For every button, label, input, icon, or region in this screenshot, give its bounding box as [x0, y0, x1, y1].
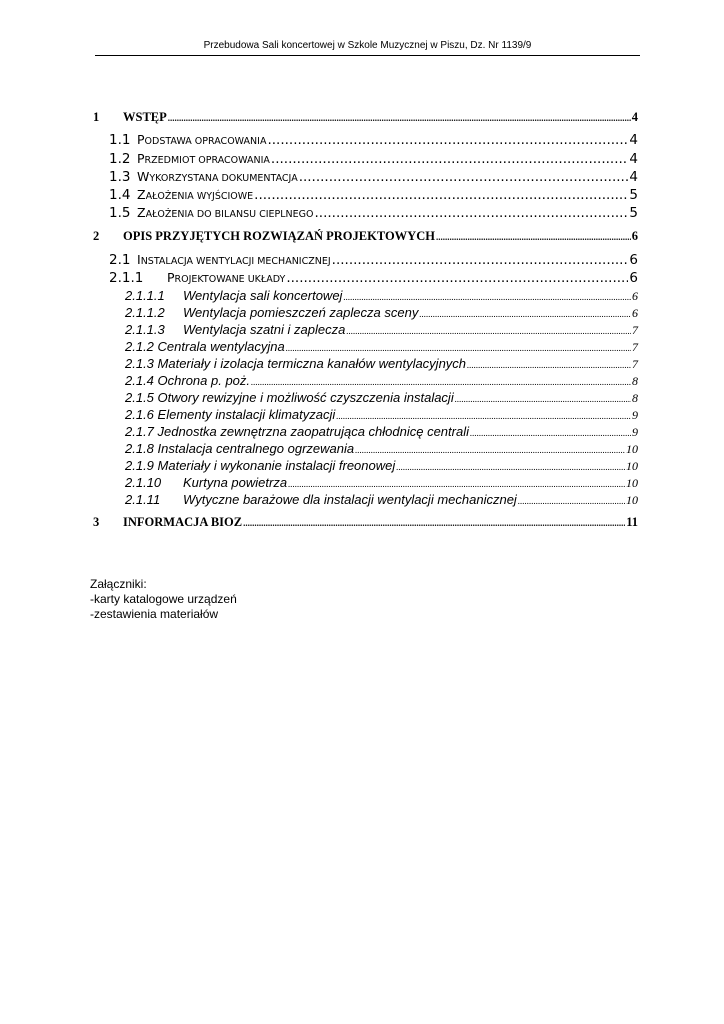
toc-title: 2.1.10 Kurtyna powietrza: [125, 475, 288, 490]
toc-page: 8: [632, 374, 638, 388]
toc-title: PROJEKTOWANE UKŁADY: [167, 270, 286, 285]
toc-page: 6: [631, 229, 638, 243]
toc-page: 4: [629, 169, 638, 185]
toc-leader: [288, 479, 625, 489]
toc-page: 6: [629, 270, 638, 286]
toc-entry-2-1-2[interactable]: [93, 339, 638, 355]
attachments-heading: Załączniki:: [90, 577, 147, 591]
toc-leader: [315, 205, 629, 221]
toc-title: INSTALACJA WENTYLACJI MECHANICZNEJ: [137, 252, 331, 267]
toc-leader: [355, 445, 625, 455]
toc-entry-2[interactable]: [93, 229, 638, 244]
toc-number: 1.1: [109, 132, 131, 148]
toc-title: WYKORZYSTANA DOKUMENTACJA: [137, 169, 298, 184]
toc-entry-1-1[interactable]: [93, 132, 638, 148]
toc-page: 7: [632, 340, 638, 354]
toc-title: 2.1.8 Instalacja centralnego ogrzewania: [125, 441, 355, 456]
attachment-item: -zestawienia materiałów: [90, 607, 219, 621]
toc-entry-1-4[interactable]: [93, 187, 638, 203]
toc-page: 11: [626, 515, 638, 529]
toc-page: 4: [631, 110, 638, 124]
toc-leader: [419, 309, 631, 319]
toc-title: 2.1.1.1 Wentylacja sali koncertowej: [125, 288, 343, 303]
toc-leader: [396, 462, 625, 472]
toc-entry-3[interactable]: [93, 515, 638, 530]
toc-page: 10: [626, 476, 638, 490]
toc-title: 2.1.2 Centrala wentylacyjna: [125, 339, 285, 354]
toc-entry-1-5[interactable]: [93, 205, 638, 221]
toc-entry-2-1-5[interactable]: [93, 390, 638, 406]
toc-leader: [346, 326, 631, 336]
toc-page: 10: [626, 493, 638, 507]
toc-leader: [243, 518, 625, 528]
toc-entry-2-1-4[interactable]: [93, 373, 638, 389]
toc-leader: [518, 496, 625, 506]
attachments-section: [90, 577, 237, 622]
toc-entry-1[interactable]: [93, 110, 638, 125]
toc-leader: [286, 343, 631, 353]
toc-entry-2-1-10[interactable]: [93, 475, 638, 491]
toc-title: 2.1.9 Materiały i wykonanie instalacji freonowej: [125, 458, 396, 473]
toc-page: 5: [629, 187, 638, 203]
toc-page: 10: [626, 442, 638, 456]
toc-entry-1-3[interactable]: [93, 169, 638, 185]
toc-leader: [254, 187, 628, 203]
toc-entry-2-1-1-2[interactable]: [93, 305, 638, 321]
toc-title: 2.1.5 Otwory rewizyjne i możliwość czyszczenia instalacji: [125, 390, 454, 405]
toc-leader: [455, 394, 631, 404]
toc-title: ZAŁOŻENIA WYJŚCIOWE: [137, 187, 254, 202]
toc-leader: [271, 151, 628, 167]
toc-leader: [267, 132, 628, 148]
toc-number: 1: [93, 110, 100, 124]
toc-title: PRZEDMIOT OPRACOWANIA: [137, 151, 270, 166]
toc-number: 2.1: [109, 252, 131, 268]
toc-title: 2.1.3 Materiały i izolacja termiczna kanałów wentylacyjnych: [125, 356, 467, 371]
toc-title: 2.1.1.3 Wentylacja szatni i zaplecza: [125, 322, 346, 337]
toc-number: 2: [93, 229, 100, 243]
toc-page: 6: [632, 306, 638, 320]
toc-leader: [299, 169, 629, 185]
toc-page: 10: [626, 459, 638, 473]
toc-leader: [467, 360, 631, 370]
toc-entry-1-2[interactable]: [93, 151, 638, 167]
toc-number: 1.4: [109, 187, 131, 203]
toc-entry-2-1-9[interactable]: [93, 458, 638, 474]
toc-title: ZAŁOŻENIA DO BILANSU CIEPLNEGO: [137, 205, 314, 220]
toc-leader: [251, 377, 631, 387]
toc-leader: [343, 292, 631, 302]
toc-leader: [168, 113, 631, 123]
toc-page: 4: [629, 132, 638, 148]
toc-entry-2-1-11[interactable]: [93, 492, 638, 508]
toc-number: 1.2: [109, 151, 131, 167]
toc-number: 1.3: [109, 169, 131, 185]
toc-number: 3: [93, 515, 100, 529]
toc-page: 7: [632, 357, 638, 371]
toc-entry-2-1-3[interactable]: [93, 356, 638, 372]
toc-leader: [336, 411, 631, 421]
toc-title: WSTĘP: [123, 110, 167, 124]
toc-title: INFORMACJA BIOZ: [123, 515, 243, 529]
toc-title: OPIS PRZYJĘTYCH ROZWIĄZAŃ PROJEKTOWYCH: [123, 229, 435, 243]
toc-leader: [470, 428, 631, 438]
toc-page: 7: [632, 323, 638, 337]
toc-title: 2.1.1.2 Wentylacja pomieszczeń zaplecza sceny: [125, 305, 419, 320]
toc-page: 5: [629, 205, 638, 221]
toc-page: 6: [632, 289, 638, 303]
toc-number: 2.1.1: [109, 270, 144, 286]
toc-entry-2-1-6[interactable]: [93, 407, 638, 423]
toc-page: 4: [629, 151, 638, 167]
toc-page: 6: [629, 252, 638, 268]
toc-leader: [332, 252, 629, 268]
toc-entry-2-1[interactable]: [93, 252, 638, 268]
attachment-item: -karty katalogowe urządzeń: [90, 592, 237, 606]
toc-title: 2.1.11 Wytyczne barażowe dla instalacji wentylacji mechanicznej: [125, 492, 517, 507]
toc-entry-2-1-7[interactable]: [93, 424, 638, 440]
toc-number: 1.5: [109, 205, 131, 221]
toc-title: PODSTAWA OPRACOWANIA: [137, 132, 267, 147]
toc-entry-2-1-1-3[interactable]: [93, 322, 638, 338]
toc-entry-2-1-1-1[interactable]: [93, 288, 638, 304]
toc-title: 2.1.6 Elementy instalacji klimatyzacji: [125, 407, 336, 422]
toc-page: 9: [632, 408, 638, 422]
page-header: Przebudowa Sali koncertowej w Szkole Muzycznej w Piszu, Dz. Nr 1139/9: [95, 40, 640, 56]
toc-title: 2.1.7 Jednostka zewnętrzna zaopatrująca chłodnicę centrali: [125, 424, 469, 439]
toc-leader: [286, 270, 628, 286]
toc-leader: [436, 232, 631, 242]
toc-page: 8: [632, 391, 638, 405]
toc-entry-2-1-1[interactable]: [93, 270, 638, 286]
toc-page: 9: [632, 425, 638, 439]
toc-title: 2.1.4 Ochrona p. poż.: [125, 373, 251, 388]
toc-entry-2-1-8[interactable]: [93, 441, 638, 457]
